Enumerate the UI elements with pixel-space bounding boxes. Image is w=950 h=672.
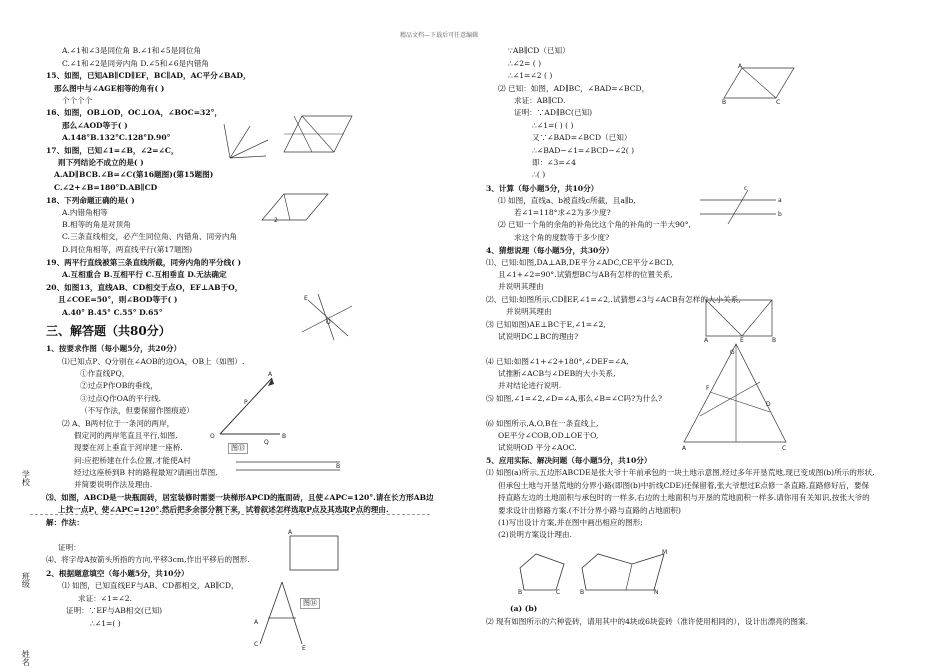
svg-text:F: F [706,385,710,392]
svg-text:a: a [778,197,782,204]
r-part3-title: 3、计算（每小题5分，共10分） [486,184,599,193]
q18-text: 18、下列命题正确的是( ) [46,196,135,205]
r-part4-q6: ⑹ 如图所示,A,O,B在一条直线上, [486,419,599,428]
r-q2-proof2: ∴∠1=( ) ( ) [532,121,574,130]
r-part5-q2: ⑵ 现有如图所示的六种瓷砖，请用其中的4块或6块瓷砖（准许使用相同的），设计出漂亮的图案. [486,617,809,626]
r-part4-title: 4、猜想说理（每小题5分，共30分） [486,246,614,255]
part1-q1-step1: ①作直线PQ， [80,369,130,378]
svg-text:O: O [210,433,215,440]
svg-text:P: P [244,399,248,406]
q18-option-b: B.相等的角是对顶角 [62,220,131,229]
svg-text:B: B [282,433,287,440]
r-part4-q3: ⑶ 已知如图)AE⊥BC于E,∠1=∠2, [486,320,606,329]
r-part5-q1b: 但承包土地与开垦荒地的分界小路(即图(b)中折线CDE)还保留着,张大爷想过E点修一条直路,直路修好后，要保 [498,481,870,490]
svg-text:B: B [722,99,727,106]
part1-q3-text: ⑶、如图，ABCD是一块瓶面砖，居室装修时需要一块梯形APCD的瓶面砖，且使∠APC=120°.请在长方形AB边 [46,493,434,502]
r-part5-q1c: 持直路左边的土地面积与承包时的一样多,右边的土地面积与开垦的荒地面积一样多.请你用有关知识,按张大爷的 [498,493,870,502]
r-part3-q2: ⑵ 已知一个角的余角的补角比这个角的补角的一半大90°, [498,220,691,229]
q14-options-cd: C.∠1和∠2是同旁内角 D.∠5和∠6是内错角 [62,59,209,68]
svg-text:E: E [302,645,306,652]
svg-text:B: B [580,589,585,596]
r-part4-q4b: 试推断∠ACB与∠DEB的大小关系, [498,369,616,378]
part1-q3-line2: 上找一点P，使∠APC=120°.然后把多余部分割下来，试着叙述怎样选取P点及其选取P点的理由. [58,505,389,514]
part1-q2-line6: 并简要说明作法及理由. [74,480,153,489]
page-header: 精品文档---下载后可任意编辑 [400,32,479,39]
section-three-title: 三、解答题（共80分） [46,324,171,338]
svg-text:D: D [766,401,771,408]
part2-q1-proof1: 证明：∵EF与AB相交(已知) [66,606,163,615]
svg-text:2: 2 [274,217,278,224]
figure-r-parallelogram [722,64,796,104]
part1-q1-step3: ③过点Q作OA的平行线. [80,394,162,403]
figure-14-label: 图⑭ [300,598,320,609]
svg-text:B: B [518,589,523,596]
r-part5-task2: (2)说明方案设计理由. [498,530,572,539]
r-part4-q4c: 并对结论进行说明. [498,381,562,390]
figure-rectangle-abcd [284,526,344,576]
q18-option-c: C.三条直线相交，必产生同位角、内错角、同旁内角 [62,232,238,241]
svg-text:B: B [772,337,777,344]
figure-q16-angles [222,120,272,165]
q16-question: 那么∠AOD等于( ) [62,121,128,130]
figure-q20-intersecting-lines [300,292,356,342]
r-proof-line3: ∴∠1=∠2 ( ) [508,71,553,80]
q17-question: 则下列结论不成立的是( ) [58,158,144,167]
figure-pentagon-b [578,550,668,596]
svg-text:c: c [744,185,748,192]
r-part5-title: 5、应用实际、解决问题（每小题5分，共10分） [486,456,652,465]
r-q2-proof3: 又∵∠BAD=∠BCD（已知） [532,133,632,142]
r-q2-proof4: ∴∠BAD−∠1=∠BCD−∠2( ) [532,146,635,155]
r-part4-q2b: 并说明其理由 [506,307,552,316]
q20-text: 20、如图13，直线AB、CD相交于点O，EF⊥AB于O， [46,283,243,292]
q16-text: 16、如图，OB⊥OD，OC⊥OA，∠BOC=32°， [46,108,223,117]
q19-options: A.互相重合 B.互相平行 C.互相垂直 D.无法确定 [62,270,227,279]
figure-r-triangles [680,342,790,458]
svg-text:G: G [730,349,735,356]
svg-text:A: A [738,63,743,70]
svg-text:E: E [740,337,744,344]
q19-text: 19、两平行直线被第三条直线所截，同旁内角的平分线( ) [46,258,242,267]
part1-q1-step2: ②过点P作OB的垂线， [80,381,158,390]
r-part4-q6b: OE平分∠COB,OD⊥OE于O, [498,431,599,440]
r-part4-q3b: 试说明DC⊥BC的理由? [498,332,579,341]
svg-text:A: A [254,619,259,626]
figure-13-label: 图⑬ [228,443,248,454]
q17-text: 17、如图，已知∠1=∠B，∠2=∠C， [46,146,179,155]
figure-r-parallel-lines [700,185,782,226]
q18-option-a: A.内错角相等 [62,208,108,217]
r-part4-q1b: 且∠1+∠2=90°.试猜想BC与AB有怎样的位置关系, [498,270,673,279]
svg-text:A: A [682,445,687,452]
svg-text:E: E [304,295,308,302]
r-part5-q1: ⑴ 如图(a)所示,五边形ABCDE是张大爷十年前承包的一块土地示意图,经过多年开垦荒地,现已变成图(b)所示的形状, [486,468,875,477]
part1-q1-note: （不写作法，但要保留作图痕迹） [80,406,194,415]
figure-letter-a [250,578,320,652]
r-part4-q5: ⑸ 如图,∠1=∠2,∠D=∠A,那么∠B=∠C吗?为什么? [486,394,663,403]
figure-river [236,456,346,476]
r-proof-line1: ∵AB∥CD（已知） [508,46,570,55]
svg-text:N: N [654,589,659,596]
svg-text:C: C [776,99,781,106]
svg-text:O: O [326,319,331,326]
part2-q1-proof2: ∴∠1=( ) [90,619,121,628]
part1-q1-text: ⑴已知点P、Q分别在∠AOB的边OA，OB上（如图）. [62,357,245,366]
svg-text:C: C [556,589,561,596]
r-part4-q4: ⑷ 已知:如图∠1+∠2+180°,∠DEF=∠A, [486,357,629,366]
svg-text:A: A [704,337,709,344]
figure-r-trapezoid [700,296,780,344]
part1-q2-line2: 假定河的两岸笔直且平行,如图, [74,431,178,440]
r-part5-task1: (1)写出设计方案,并在图中画出相应的图形; [498,518,643,527]
r-part4-q2: ⑵、已知:如图所示,CD∥EF,∠1=∠2,.试猜想∠3与∠ACB有怎样的大小关系, [486,295,741,304]
r-q2-proof5: 即：∠3=∠4 [532,158,576,167]
svg-text:A: A [288,529,293,536]
r-q2-prove: 求证：AB∥CD. [514,96,566,105]
side-label-school: 学校 [21,470,31,486]
r-q2-proof1: 证明：∵AD∥BC(已知) [514,108,593,117]
svg-text:C: C [254,641,259,648]
q15-options: 个个个个 [62,96,93,105]
part1-title: 1、按要求作图（每小题5分，共20分） [46,344,182,353]
part1-q4-text: ⑷、将字母A按箭头所指的方向,平移3cm,作出平移后的图形. [46,555,250,564]
part1-q2-line3: 现要在河上垂直于河岸建一座桥. [74,443,183,452]
q17-options-ab: A.AD∥BCB.∠B=∠C(第16题图)(第15题图) [54,170,214,179]
svg-text:M: M [662,549,668,556]
r-part4-q6c: 试说明OD 平分∠AOC. [498,443,577,452]
svg-text:C: C [782,445,787,452]
svg-text:A: A [268,371,273,378]
q16-options: A.148°B.132°C.128°D.90° [62,133,171,142]
figure-angle-aob [206,371,296,446]
part1-q2-line5: 经过这座桥到B 村的路程最短?请画出草图, [74,468,218,477]
q20-question: 且∠COE=50°，则∠BOD等于( ) [58,295,178,304]
r-part4-q1c: 并说明其理由 [498,282,544,291]
r-fig-ab-labels: (a) (b) [510,604,538,613]
side-label-class: 班级 [21,572,31,588]
svg-text:B: B [336,463,341,470]
r-part3-q1b: 若∠1=118°求∠2为多少度? [514,208,611,217]
q15-text: 15、如图，已知AB∥CD∥EF，BC∥AD，AC平分∠BAD， [46,71,251,80]
figure-q15-parallelogram [282,112,354,157]
q17-options-cd: C.∠2+∠B=180°D.AB∥CD [54,183,158,192]
part1-q2-text: ⑵ A、B两村位于一条河的两岸， [62,419,175,428]
r-proof-line2: ∴∠2= ( ) [508,59,542,68]
part2-q1-prove: 求证：∠1=∠2. [78,594,132,603]
r-q2-text: ⑵ 已知：如图，AD∥BC，∠BAD=∠BCD， [498,84,650,93]
q20-options: A.40° B.45° C.55° D.65° [62,308,163,317]
svg-text:b: b [778,211,782,218]
r-part4-q1: ⑴、已知:如图,DA⊥AB,DE平分∠ADC,CE平分∠BCD, [486,258,675,267]
side-label-name: 姓名 [21,650,31,666]
figure-q17-parallelogram [260,192,330,224]
q15-question: 那么图中与∠AGE相等的角有( ) [54,84,165,93]
part1-q3-proof: 证明： [58,543,81,552]
r-part3-q1: ⑴ 如图，直线a、b被直线c所截，且a∥b, [498,196,636,205]
r-q2-proof6: ∴( ) [532,170,546,179]
part1-q3-method: 解：作法： [46,518,84,527]
figure-pentagon-a [516,550,572,596]
q14-options-ab: A.∠1和∠3是同位角 B.∠1和∠5是同位角 [62,46,202,55]
q18-option-d: D.同位角相等，两直线平行(第17题图) [62,245,193,254]
part1-q2-line4: 问:应把桥建在什么位置,才能使A村 [74,456,191,465]
svg-text:Q: Q [264,439,269,446]
part2-title: 2、根据题意填空（每小题5分，共10分） [46,569,189,578]
r-part5-q1d: 要求设计出修路方案.(不计分界小路与直路的占地面积) [498,506,681,515]
part2-q1-text: ⑴ 如图，已知直线EF与AB、CD都相交，AB∥CD， [62,581,239,590]
r-part3-q2b: 求这个角的度数等于多少度? [514,233,610,242]
